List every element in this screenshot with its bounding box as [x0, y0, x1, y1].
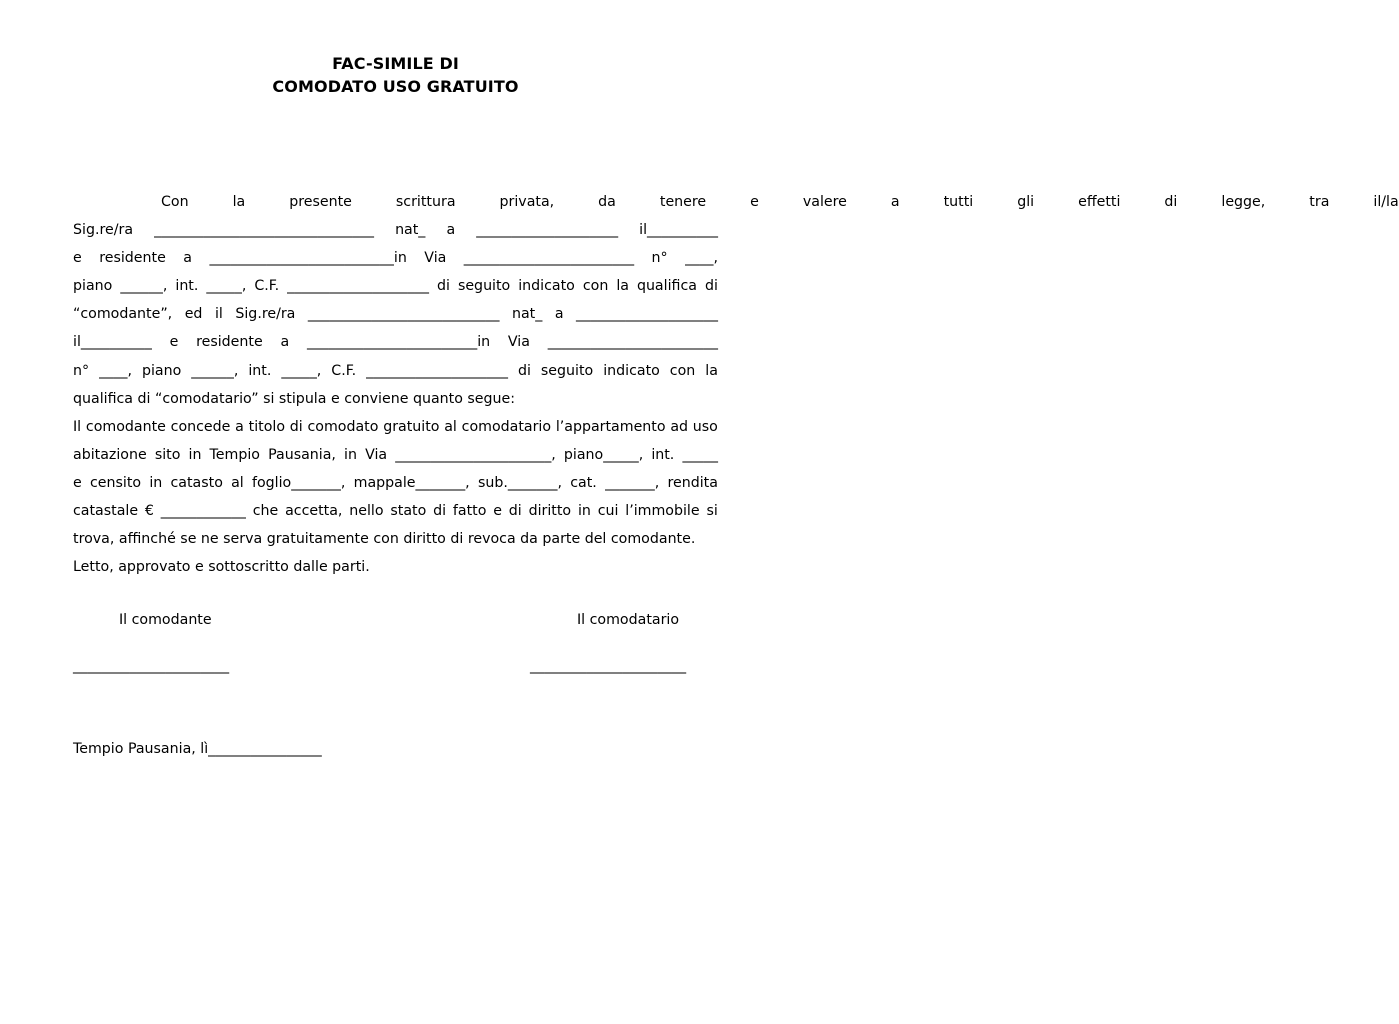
body-line: e censito in catasto al foglio_______, mappale_______, sub._______, cat. _______, rendita — [73, 474, 718, 491]
body-line: trova, affinché se ne serva gratuitamente con diritto di revoca da parte del comodante. — [73, 531, 696, 548]
body-line: qualifica di “comodatario” si stipula e conviene quanto segue: — [73, 390, 516, 407]
comodante-signature-label: Il comodante — [119, 612, 212, 628]
comodatario-signature-label: Il comodatario — [577, 612, 680, 628]
body-line: Letto, approvato e sottoscritto dalle parti. — [73, 559, 370, 576]
body-line: catastale € ____________ che accetta, nello stato di fatto e di diritto in cui l’immobile si — [73, 503, 718, 520]
body-line: Sig.re/ra _______________________________ nat_ a ____________________ il__________ — [73, 222, 718, 239]
body-line: piano ______, int. _____, C.F. ____________________ di seguito indicato con la qualifica di — [73, 278, 718, 295]
comodatario-signature-line: ______________________ — [530, 658, 687, 674]
document-title-line2: COMODATO USO GRATUITO — [272, 77, 519, 96]
body-line: Il comodante concede a titolo di comodato gratuito al comodatario l’appartamento ad uso — [73, 418, 718, 435]
body-line: il__________ e residente a ________________________in Via ________________________ — [73, 334, 718, 351]
body-line: abitazione sito in Tempio Pausania, in Via ______________________, piano_____, int. _____ — [73, 446, 718, 463]
place-date-line: Tempio Pausania, lì________________ — [73, 741, 322, 757]
document-title-line1: FAC-SIMILE DI — [332, 54, 459, 73]
contract-body — [73, 188, 1399, 581]
body-line: e residente a __________________________in Via ________________________ n° ____, — [73, 250, 718, 267]
comodante-signature-line: ______________________ — [73, 658, 230, 674]
body-line: “comodante”, ed il Sig.re/ra ___________________________ nat_ a ____________________ — [73, 306, 718, 323]
body-line — [73, 188, 1399, 216]
body-line: n° ____, piano ______, int. _____, C.F. ____________________ di seguito indicato con la — [73, 362, 718, 379]
body-line-text: Con la presente scrittura privata, da tenere e valere a tutti gli effetti di legge, tra il/la — [161, 194, 1399, 210]
